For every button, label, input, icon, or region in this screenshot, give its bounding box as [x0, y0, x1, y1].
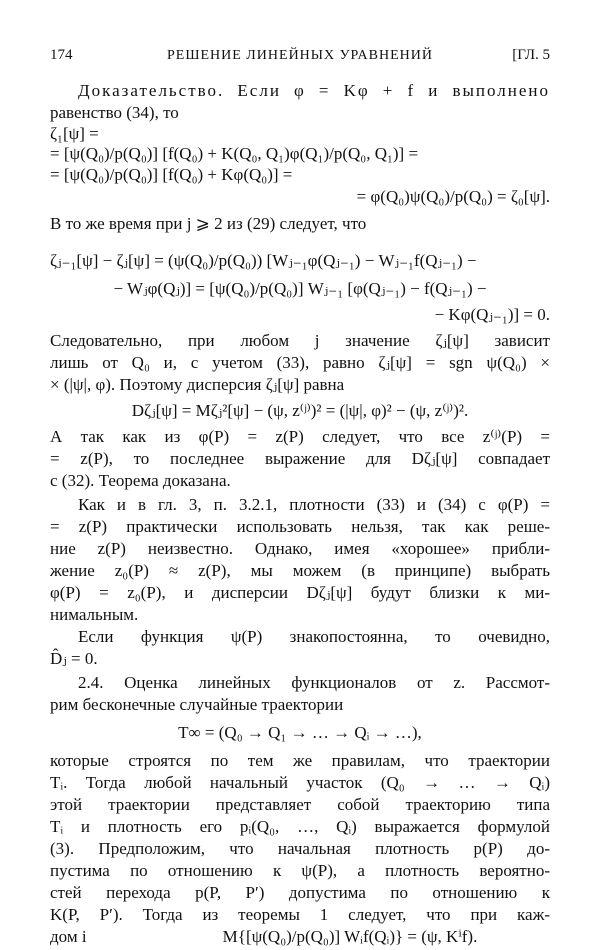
formula-line: = φ(Q₀)ψ(Q₀)/p(Q₀) = ζ₀[ψ].: [356, 187, 550, 206]
text-line: (3). Предположим, что начальная плотность p(P) до-: [50, 839, 550, 858]
formula-line: M{[ψ(Q₀)/p(Q₀)] Wᵢf(Qᵢ)} = (ψ, Kⁱf).: [222, 927, 478, 946]
text-line: × (|ψ|, φ). Поэтому дисперсия ζⱼ[ψ] равна: [50, 375, 345, 394]
text-line: = z(P), то последнее выражение для Dζⱼ[ψ] совпадает: [50, 449, 550, 468]
text-line: D̂ⱼ = 0.: [50, 649, 98, 668]
text-line: Следовательно, при любом j значение ζⱼ[ψ] зависит: [50, 331, 550, 350]
section-heading: 2.4. Оценка линейных функционалов от z. Рассмот-: [78, 673, 550, 692]
chapter-label: [ГЛ. 5: [512, 47, 550, 63]
text-line: с (32). Теорема доказана.: [50, 471, 231, 490]
text-line: этой траектории представляет собой траекторию типа: [50, 795, 550, 814]
running-title: РЕШЕНИЕ ЛИНЕЙНЫХ УРАВНЕНИЙ: [167, 48, 433, 63]
formula-line: − Kφ(Qⱼ₋₁)] = 0.: [434, 305, 550, 324]
text-line: А так как из φ(P) = z(P) следует, что все z⁽ʲ⁾(P) =: [50, 427, 550, 446]
formula-line: Dζⱼ[ψ] = Mζⱼ²[ψ] − (ψ, z⁽ʲ⁾)² = (|ψ|, φ)² − (ψ, z⁽ʲ⁾)².: [131, 401, 469, 420]
text-line: равенство (34), то: [50, 103, 179, 122]
text-line: Tᵢ. Тогда любой начальный участок (Q₀ → … → Qᵢ): [50, 773, 550, 792]
formula-line: T∞ = (Q₀ → Q₁ → … → Qᵢ → …),: [178, 723, 422, 742]
text-line: которые строятся по тем же правилам, что траектории: [50, 751, 550, 770]
text-line: Как и в гл. 3, п. 3.2.1, плотности (33) и (34) с φ(P) =: [78, 495, 550, 514]
text-line: лишь от Q₀ и, с учетом (33), равно ζⱼ[ψ] = sgn ψ(Q₀) ×: [50, 353, 550, 372]
text-line: Tᵢ и плотность его pᵢ(Q₀, …, Qᵢ) выражается формулой: [50, 817, 550, 836]
text-line: = z(P) практически использовать нельзя, так как реше-: [50, 517, 550, 536]
text-line: ние z(P) неизвестно. Однако, имея «хорошее» прибли-: [50, 539, 550, 558]
text-line: жение z₀(P) ≈ z(P), мы можем (в принципе) выбрать: [50, 561, 550, 580]
text-line: Если функция ψ(P) знакопостоянна, то очевидно,: [78, 627, 550, 646]
text-line: В то же время при j ⩾ 2 из (29) следует, что: [50, 214, 367, 233]
text-line: Доказательство. Если φ = Kφ + f и выполнено: [78, 81, 550, 100]
text-line: нимальным.: [50, 605, 139, 624]
formula-line: ζⱼ₋₁[ψ] − ζⱼ[ψ] = (ψ(Q₀)/p(Q₀)) [Wⱼ₋₁φ(Qⱼ₋₁) − Wⱼ₋₁f(Qⱼ₋₁) −: [50, 251, 477, 270]
text-line: φ(P) = z₀(P), и дисперсии Dζⱼ[ψ] будут близки к ми-: [50, 583, 550, 602]
formula-line: = [ψ(Q₀)/p(Q₀)] [f(Q₀) + Kφ(Q₀)] =: [50, 165, 293, 184]
formula-line: ζ₁[ψ] =: [50, 124, 99, 143]
text-line: K(P, P′). Тогда из теоремы 1 следует, что при каж-: [50, 905, 550, 924]
text-line: рим бесконечные случайные траектории: [50, 695, 344, 714]
formula-line: = [ψ(Q₀)/p(Q₀)] [f(Q₀) + K(Q₀, Q₁)φ(Q₁)/p(Q₀, Q₁)] =: [50, 144, 419, 163]
page-number: 174: [50, 47, 73, 63]
text-line: пустима по отношению к ψ(P), а плотность вероятно-: [50, 861, 550, 880]
text-line: дом i: [50, 927, 87, 946]
formula-line: − Wⱼφ(Qⱼ)] = [ψ(Q₀)/p(Q₀)] Wⱼ₋₁ [φ(Qⱼ₋₁) − f(Qⱼ₋₁) −: [113, 279, 487, 298]
text-line: стей перехода p(P, P′) допустима по отношению к: [50, 883, 550, 902]
